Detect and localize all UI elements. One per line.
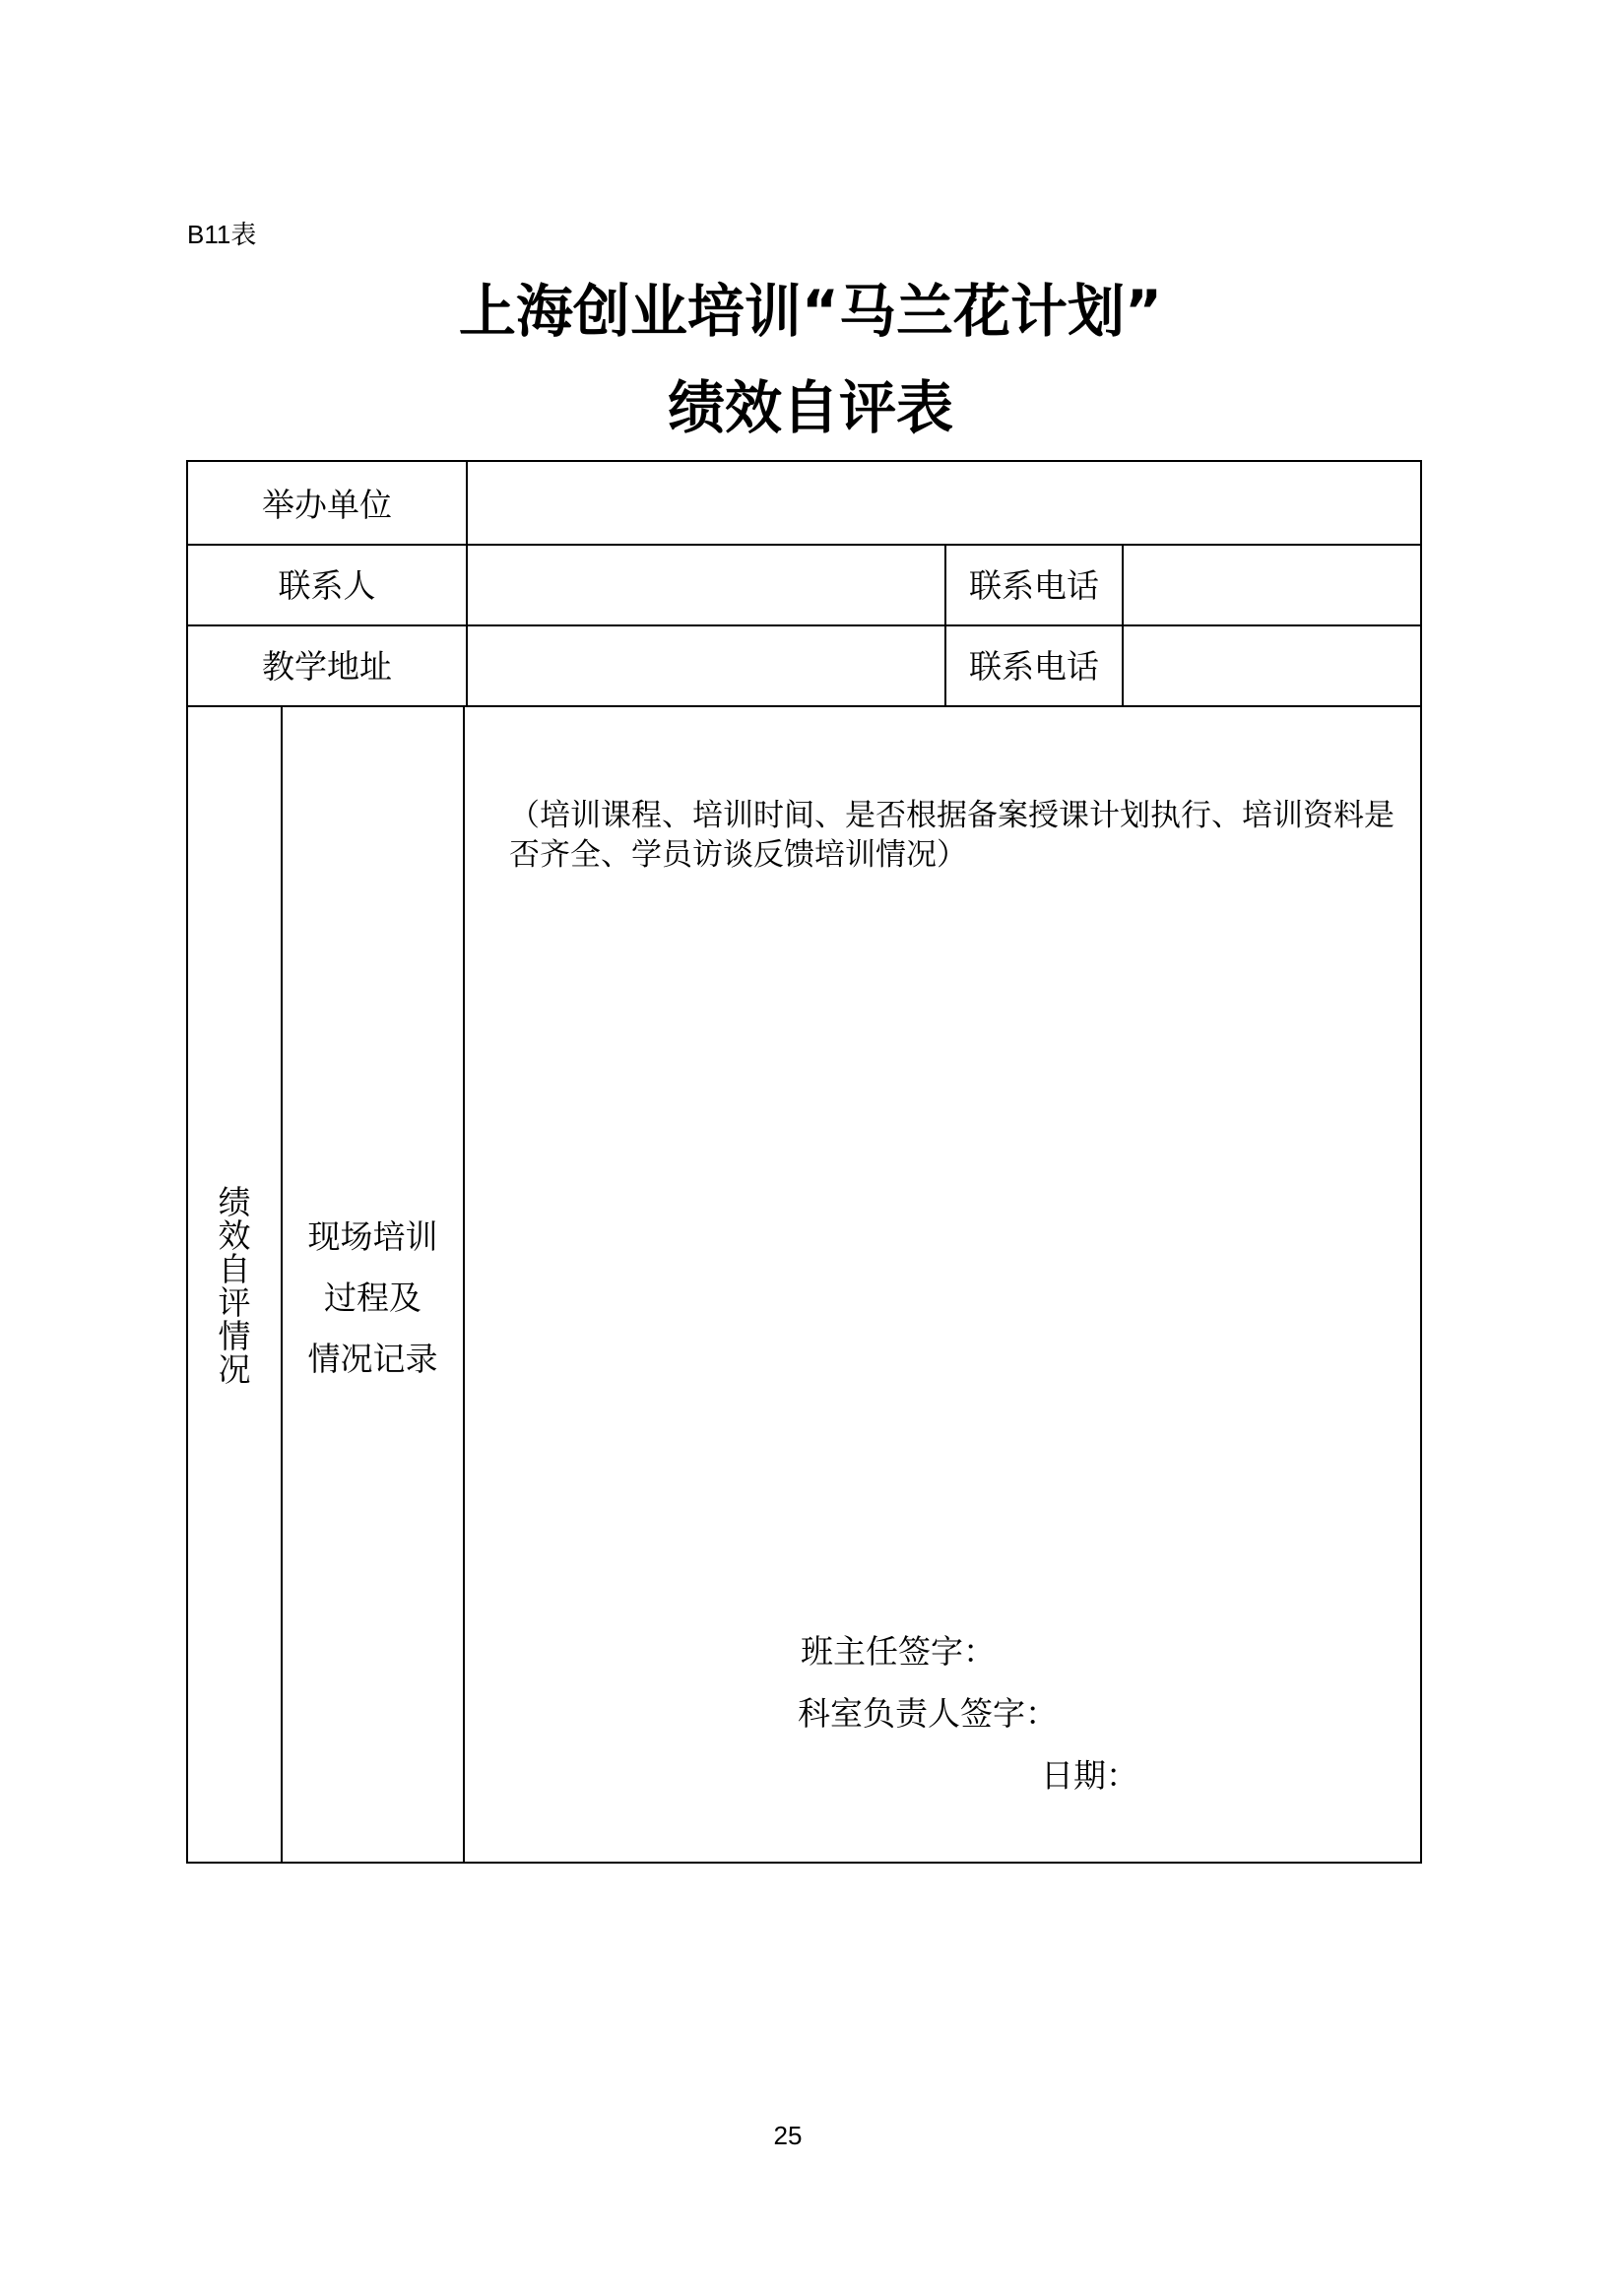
phone-label-right-divider — [1122, 544, 1124, 705]
label-column-divider — [466, 462, 468, 705]
onsite-training-record-label: 现场培训 过程及 情况记录 — [307, 1217, 438, 1378]
record-instructions-note: （培训课程、培训时间、是否根据备案授课计划执行、培训资料是否齐全、学员访谈反馈培训情况） — [509, 798, 1394, 873]
row-divider-2 — [188, 624, 1420, 626]
self-evaluation-section-label: 绩效自评情况 — [218, 1183, 251, 1389]
page-number: 25 — [773, 2121, 803, 2150]
department-head-signature-label[interactable]: 科室负责人签字： — [798, 1694, 1058, 1733]
form-code: B11表 — [187, 220, 257, 249]
address-phone-label: 联系电话 — [969, 647, 1099, 686]
row-divider-1 — [188, 544, 1420, 546]
contact-person-label: 联系人 — [278, 566, 376, 605]
contact-phone-label: 联系电话 — [969, 566, 1099, 605]
date-label[interactable]: 日期： — [1041, 1756, 1138, 1795]
organizer-label: 举办单位 — [262, 486, 392, 524]
form-title-line2: 绩效自评表 — [667, 374, 953, 441]
class-teacher-signature-label[interactable]: 班主任签字： — [801, 1632, 996, 1671]
record-column-divider — [463, 705, 465, 1862]
row-divider-3 — [188, 705, 1420, 707]
evaluation-form-table — [186, 460, 1422, 1864]
teaching-address-label: 教学地址 — [262, 647, 392, 686]
form-title-line1: 上海创业培训“马兰花计划” — [458, 278, 1163, 345]
